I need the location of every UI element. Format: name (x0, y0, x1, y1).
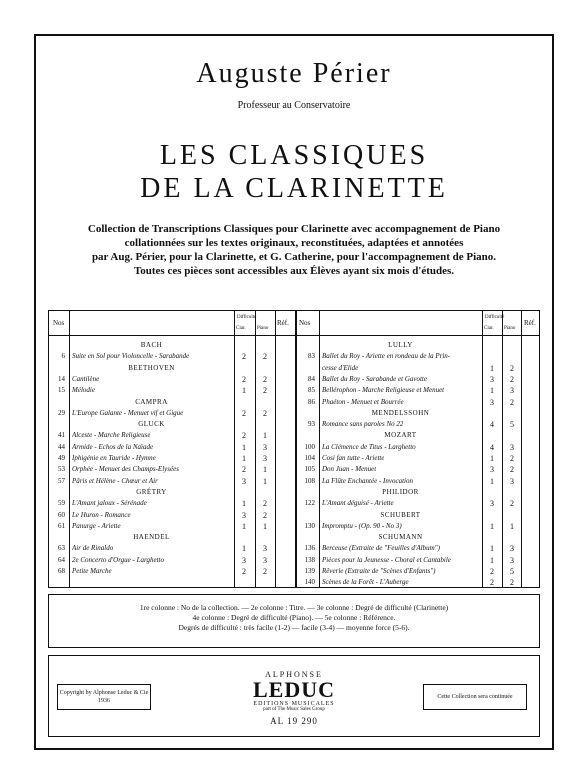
publisher-name: LEDUC (252, 677, 335, 702)
publisher-top: ALPHONSE (265, 670, 323, 679)
piano-difficulty-cell: 2 (263, 510, 267, 520)
clarinet-difficulty-cell: 1 (242, 544, 246, 554)
composer-heading: GLUCK (138, 420, 165, 429)
piece-title-cell: Le Huron - Romance (72, 510, 131, 519)
catalog-number-cell: 57 (58, 476, 65, 485)
piano-difficulty-cell: 2 (510, 397, 514, 407)
col-header-ref: Réf. (277, 319, 289, 327)
piece-title-cell: Impromptu - (Op. 90 - No 3) (322, 521, 402, 530)
piano-difficulty-cell: 3 (510, 476, 514, 486)
clarinet-difficulty-cell: 3 (242, 555, 246, 565)
catalog-table (48, 310, 540, 588)
piece-title-cell: Romance sans paroles No 22 (322, 420, 404, 429)
piece-title-cell: Phaéton - Menuet et Bourrée (322, 397, 404, 406)
clarinet-difficulty-cell: 2 (490, 578, 494, 588)
clarinet-difficulty-cell: 4 (490, 420, 494, 430)
description-line: par Aug. Périer, pour la Clarinette, et G. Catherine, pour l'accompagnement de Piano. (91, 251, 497, 263)
clarinet-difficulty-cell: 2 (490, 567, 494, 576)
column-line (275, 311, 276, 587)
piece-title-cell: Pièces pour la Jeunesse - Choral et Cantabile (322, 555, 451, 564)
catalog-number-cell: 122 (304, 499, 315, 508)
description-line: Toutes ces pièces sont accessibles aux Élèves ayant six mois d'études. (133, 265, 455, 277)
copyright-text: Copyright by Alphonse Leduc & Cie (59, 690, 149, 696)
piano-difficulty-cell: 2 (510, 454, 514, 463)
clarinet-difficulty-cell: 1 (242, 386, 246, 396)
clarinet-difficulty-cell: 2 (242, 567, 246, 576)
clarinet-difficulty-cell: 1 (490, 454, 494, 463)
composer-heading: LULLY (388, 341, 413, 349)
piano-difficulty-cell: 1 (263, 521, 267, 531)
column-line (319, 311, 320, 587)
composer-heading: SCHUMANN (378, 533, 423, 542)
piece-title-cell: Mélodie (72, 386, 95, 395)
piece-title-cell: Air de Rinaldo (72, 544, 114, 553)
clarinet-difficulty-cell: 3 (490, 374, 494, 384)
composer-heading: MOZART (384, 431, 417, 440)
piece-title-cell: Cosi fan tutte - Ariette (322, 454, 385, 462)
piano-difficulty-cell: 3 (510, 544, 514, 554)
piece-title-cell: Suite en Sol pour Violoncelle - Sarabande (72, 352, 190, 361)
piano-difficulty-cell: 5 (510, 420, 514, 430)
catalog-number-cell: 104 (304, 454, 315, 462)
piece-title-cell: L'Amant jaloux - Sérénade (72, 499, 147, 508)
catalog-number-cell: 136 (304, 544, 315, 553)
title-line-1: LES CLASSIQUES (159, 140, 429, 171)
piano-difficulty-cell: 3 (510, 442, 514, 452)
composer-heading: SCHUBERT (380, 510, 421, 519)
composer-heading: HAENDEL (133, 533, 170, 542)
legend-line: Degrés de difficulté : très facile (1-2) — facile (3-4) — moyenne force (5-6). (178, 623, 410, 632)
piece-title-cell: Ballet du Roy - Ariette en rondeau de la Prin- (322, 352, 451, 361)
piece-title-cell: Berceuse (Extraite de "Feuilles d'Album") (322, 544, 440, 553)
piece-title-cell: Scènes de la Forêt - L'Auberge (322, 578, 409, 587)
composer-heading: BACH (140, 341, 163, 349)
clarinet-difficulty-cell: 1 (242, 454, 246, 463)
col-header-piano: Piano (504, 326, 516, 331)
catalog-number-cell: 6 (61, 352, 65, 361)
catalog-number-cell: 44 (58, 442, 65, 451)
publisher-group: part of The Music Sales Group (263, 707, 325, 712)
catalog-number-cell: 140 (304, 578, 315, 587)
piano-difficulty-cell: 3 (510, 555, 514, 565)
col-header-difficulte: Difficulté (237, 315, 257, 320)
piano-difficulty-cell: 2 (263, 352, 267, 362)
clarinet-difficulty-cell: 2 (242, 374, 246, 384)
piano-difficulty-cell: 2 (263, 374, 267, 384)
catalog-number-cell: 83 (308, 352, 315, 361)
catalog-number-cell: 53 (58, 465, 65, 474)
col-header-no: Nos (53, 319, 65, 327)
catalog-number-cell: 64 (58, 555, 65, 564)
piano-difficulty-cell: 3 (263, 555, 267, 565)
publisher-footer (48, 655, 540, 737)
continued-box (423, 684, 527, 710)
piano-difficulty-cell: 2 (510, 363, 514, 373)
col-header-clar: Clar. (236, 326, 246, 331)
clarinet-difficulty-cell: 3 (490, 499, 494, 509)
piano-difficulty-cell: 2 (263, 408, 267, 418)
piece-title-cell: Alceste - Marche Religieuse (72, 431, 151, 440)
catalog-number-cell: 63 (58, 544, 65, 553)
description-line: collationnées sur les textes originaux, reconstituées, adaptées et annotées (124, 237, 464, 249)
clarinet-difficulty-cell: 1 (490, 555, 494, 565)
catalog-number-cell: 14 (58, 374, 65, 383)
piece-title-cell: Armide - Echos de la Naïade (72, 442, 154, 451)
col-header-ref: Réf. (524, 319, 536, 327)
piece-title-cell: Bellérophon - Marche Religieuse et Menuet (322, 386, 445, 395)
piece-title-cell: Rêverie (Extraite de "Scènes d'Enfants") (322, 567, 436, 575)
title-line-2: DE LA CLARINETTE (140, 173, 448, 204)
piece-title-cell: Orphée - Menuet des Champs-Elysées (72, 465, 179, 474)
piece-title-cell: cesse d'Elide (322, 363, 359, 372)
piece-title-cell: 2e Concerto d'Orgue - Larghetto (72, 555, 164, 564)
piano-difficulty-cell: 5 (510, 567, 514, 576)
piece-title-cell: Pâris et Hélène - Chœur et Air (72, 476, 158, 485)
catalog-number-cell: 100 (304, 442, 315, 451)
continued-text: Cette Collection sera continuée (437, 694, 513, 700)
catalog-number-cell: 130 (304, 521, 315, 530)
piano-difficulty-cell: 2 (510, 374, 514, 384)
composer-heading: CAMPRA (135, 397, 168, 406)
catalog-number-cell: 138 (304, 555, 315, 564)
catalog-number-cell: 105 (304, 465, 315, 474)
piece-title-cell: L'Amant déguisé - Ariette (322, 499, 394, 508)
legend-line: 1re colonne : No de la collection. — 2e colonne : Titre. — 3e colonne : Degré de difficulté (Clarinette) (139, 603, 449, 612)
piano-difficulty-cell: 2 (263, 499, 267, 509)
piece-title-cell: Cantilène (72, 374, 100, 383)
catalog-number-cell: 85 (308, 386, 315, 395)
author-profession: Professeur au Conservatoire (237, 100, 351, 111)
author-name: Auguste Périer (196, 58, 392, 89)
piece-title-cell: La Flûte Enchantée - Invocation (322, 476, 413, 485)
clarinet-difficulty-cell: 1 (242, 499, 246, 509)
clarinet-difficulty-cell: 2 (242, 465, 246, 475)
piano-difficulty-cell: 3 (510, 386, 514, 396)
piece-title-cell: Iphigénie en Tauride - Hymne (72, 454, 156, 462)
description-line: Collection de Transcriptions Classiques pour Clarinette avec accompagnement de Piano (87, 223, 501, 235)
catalog-number-cell: 29 (58, 408, 65, 417)
piano-difficulty-cell: 3 (263, 454, 267, 463)
piece-title-cell: Ballet du Roy - Sarabande et Gavotte (322, 374, 427, 383)
clarinet-difficulty-cell: 3 (242, 476, 246, 486)
col-header-no: Nos (299, 319, 311, 327)
catalog-number-cell: 139 (304, 567, 315, 575)
clarinet-difficulty-cell: 1 (242, 521, 246, 531)
piano-difficulty-cell: 3 (263, 442, 267, 452)
clarinet-difficulty-cell: 4 (490, 442, 494, 452)
column-legend (48, 594, 540, 648)
col-header-clar: Clar. (484, 326, 494, 331)
composer-heading: PHILIDOR (382, 487, 419, 496)
composer-heading: MENDELSSOHN (371, 408, 430, 417)
catalog-number: AL 19 290 (270, 716, 318, 726)
piece-title-cell: Panurge - Ariette (72, 521, 121, 530)
publisher-sub: EDITIONS MUSICALES (253, 701, 335, 707)
piano-difficulty-cell: 2 (510, 499, 514, 509)
clarinet-difficulty-cell: 3 (242, 510, 246, 520)
catalog-number-cell: 15 (58, 386, 65, 395)
clarinet-difficulty-cell: 2 (242, 431, 246, 441)
legend-line: 4e colonne : Degré de difficulté (Piano). — 5e colonne : Référence. (192, 613, 396, 622)
clarinet-difficulty-cell: 2 (242, 408, 246, 418)
clarinet-difficulty-cell: 1 (490, 386, 494, 396)
composer-heading: BEETHOVEN (128, 363, 175, 372)
catalog-number-cell: 86 (308, 397, 315, 406)
piano-difficulty-cell: 2 (263, 567, 267, 576)
catalog-number-cell: 59 (58, 499, 65, 508)
catalog-number-cell: 68 (58, 567, 65, 575)
piano-difficulty-cell: 2 (510, 465, 514, 475)
piece-title-cell: Petite Marche (72, 567, 112, 575)
clarinet-difficulty-cell: 3 (490, 465, 494, 475)
catalog-number-cell: 41 (58, 431, 65, 440)
collection-description (50, 222, 538, 278)
piece-title-cell: La Clémence de Titus - Larghetto (322, 442, 416, 451)
catalog-number-cell: 84 (308, 374, 315, 383)
piano-difficulty-cell: 3 (263, 544, 267, 554)
catalog-number-cell: 49 (58, 454, 65, 462)
clarinet-difficulty-cell: 1 (490, 476, 494, 486)
piano-difficulty-cell: 1 (510, 521, 514, 531)
clarinet-difficulty-cell: 1 (490, 521, 494, 531)
piano-difficulty-cell: 2 (510, 578, 514, 588)
piece-title-cell: Don Juan - Menuet (322, 465, 377, 474)
column-line (69, 311, 70, 587)
piano-difficulty-cell: 1 (263, 476, 267, 486)
col-header-piano: Piano (257, 326, 269, 331)
clarinet-difficulty-cell: 2 (242, 352, 246, 362)
piano-difficulty-cell: 1 (263, 465, 267, 475)
piano-difficulty-cell: 1 (263, 431, 267, 441)
catalog-number-cell: 61 (58, 521, 65, 530)
catalog-number-cell: 60 (58, 510, 65, 519)
piece-title-cell: L'Europe Galante - Menuet vif et Gigue (72, 408, 184, 417)
catalog-number-cell: 93 (308, 420, 315, 429)
clarinet-difficulty-cell: 1 (490, 363, 494, 373)
composer-heading: GRÉTRY (136, 487, 167, 496)
piano-difficulty-cell: 2 (263, 386, 267, 396)
header-divider (49, 335, 539, 336)
col-header-difficulte: Difficulté (485, 315, 505, 320)
clarinet-difficulty-cell: 1 (490, 544, 494, 554)
clarinet-difficulty-cell: 1 (242, 442, 246, 452)
clarinet-difficulty-cell: 3 (490, 397, 494, 407)
catalog-number-cell: 108 (304, 476, 315, 485)
copyright-year: 1936 (98, 698, 110, 704)
